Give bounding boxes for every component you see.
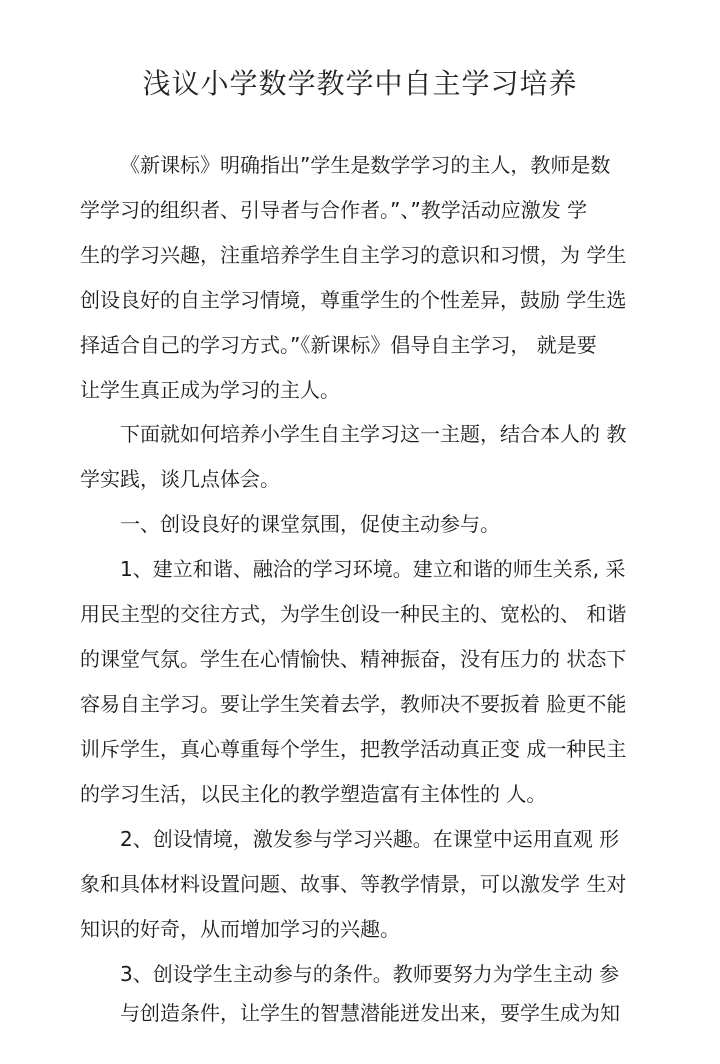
text-line: 与创造条件，让学生的智慧潜能迸发出来，要学生成为知 xyxy=(120,1001,620,1025)
document-title: 浅议小学数学教学中自主学习培养 xyxy=(142,67,578,100)
text-line: 学实践，谈几点体会。 xyxy=(80,467,280,491)
text-line: 容易自主学习。要让学生笑着去学，教师决不要扳着 脸更不能 xyxy=(80,692,627,716)
text-line: 2、创设情境，激发参与学习兴趣。在课堂中运用直观 形 xyxy=(120,827,620,851)
text-line: 知识的好奇，从而增加学习的兴趣。 xyxy=(80,917,400,941)
text-line: 的学习生活，以民主化的教学塑造富有主体性的 人。 xyxy=(80,782,547,806)
text-line: 用民主型的交往方式，为学生创设一种民主的、宽松的、 和谐 xyxy=(80,602,627,626)
text-line: 让学生真正成为学习的主人。 xyxy=(80,378,340,402)
text-line: 的课堂气氛。学生在心情愉快、精神振奋，没有压力的 状态下 xyxy=(80,647,627,671)
text-line: 3、创设学生主动参与的条件。教师要努力为学生主动 参 xyxy=(120,962,620,986)
text-line: 下面就如何培养小学生自主学习这一主题，结合本人的 教 xyxy=(120,422,627,446)
text-line: 择适合自己的学习方式。”《新课标》倡导自主学习， 就是要 xyxy=(80,333,597,357)
text-line: 1、建立和谐、融洽的学习环境。建立和谐的师生关系, 采 xyxy=(120,557,626,581)
text-line: 象和具体材料设置问题、故事、等教学情景，可以激发学 生对 xyxy=(80,872,627,896)
text-line: 学学习的组织者、引导者与合作者。”、”教学活动应激发 学 xyxy=(80,198,588,222)
text-line: 训斥学生，真心尊重每个学生，把教学活动真正变 成一种民主 xyxy=(80,737,627,761)
text-line: 《新课标》明确指出”学生是数学学习的主人，教师是数 xyxy=(120,153,611,177)
text-line: 创设良好的自主学习情境，尊重学生的个性差异，鼓励 学生选 xyxy=(80,288,627,312)
text-line: 生的学习兴趣，注重培养学生自主学习的意识和习惯，为 学生 xyxy=(80,243,627,267)
section-heading: 一、创设良好的课堂氛围，促使主动参与。 xyxy=(120,512,500,536)
